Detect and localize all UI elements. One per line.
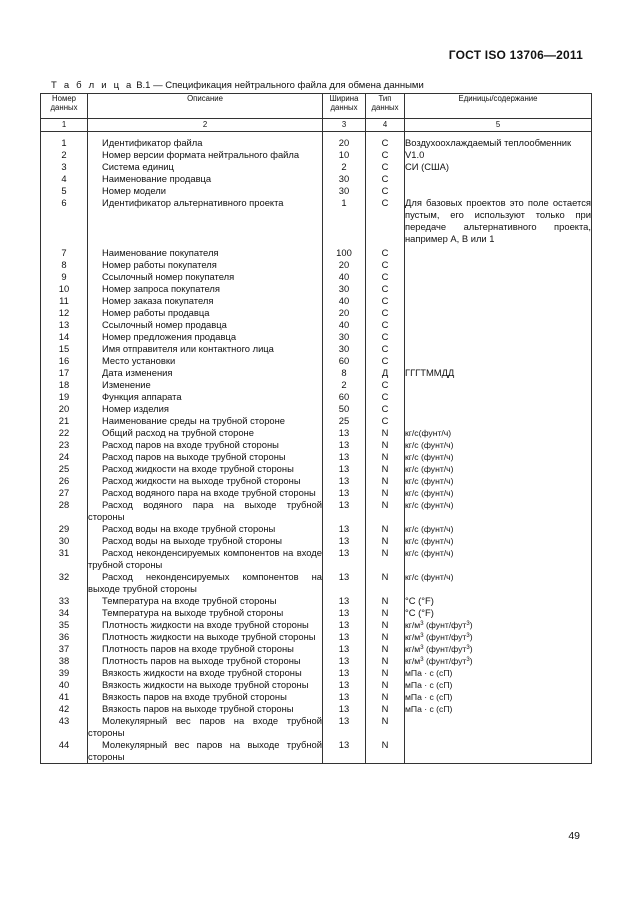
row-number: 9 bbox=[41, 271, 88, 283]
row-units bbox=[405, 391, 592, 403]
row-type: N bbox=[366, 535, 405, 547]
row-number: 42 bbox=[41, 703, 88, 715]
row-description: Номер изделия bbox=[88, 403, 323, 415]
row-description: Расход неконденсируемых компонентов на выходе трубной стороны bbox=[88, 571, 322, 594]
row-description: Общий расход на трубной стороне bbox=[88, 427, 323, 439]
row-number: 25 bbox=[41, 463, 88, 475]
caption-text: — Спецификация нейтрального файла для обмена данными bbox=[153, 80, 424, 91]
col-number: 5 bbox=[405, 119, 592, 132]
row-units: °C (°F) bbox=[405, 595, 592, 607]
row-units: мПа · с (сП) bbox=[405, 679, 592, 691]
table-row bbox=[41, 487, 592, 499]
row-type: N bbox=[366, 607, 405, 619]
row-description: Расход жидкости на выходе трубной стороны bbox=[88, 475, 323, 487]
row-description: Ссылочный номер покупателя bbox=[88, 271, 323, 283]
row-number: 17 bbox=[41, 367, 88, 379]
row-number: 37 bbox=[41, 643, 88, 655]
row-description: Номер работы покупателя bbox=[88, 259, 323, 271]
row-type: C bbox=[366, 245, 405, 259]
table-row bbox=[41, 367, 592, 379]
table-row bbox=[41, 355, 592, 367]
row-units: $кг/м^3$ (фунт/фут$^3$) bbox=[405, 655, 592, 667]
row-description: Наименование продавца bbox=[88, 173, 323, 185]
row-width: 13 bbox=[323, 739, 366, 764]
row-number: 39 bbox=[41, 667, 88, 679]
table-row bbox=[41, 161, 592, 173]
row-units: ГГГТММДД bbox=[405, 367, 592, 379]
row-width: 13 bbox=[323, 607, 366, 619]
row-number: 27 bbox=[41, 487, 88, 499]
row-type: C bbox=[366, 319, 405, 331]
row-width: 60 bbox=[323, 355, 366, 367]
row-units: кг/с (фунт/ч) bbox=[405, 571, 592, 595]
row-description: Температура на входе трубной стороны bbox=[88, 595, 323, 607]
row-units: V1.0 bbox=[405, 149, 592, 161]
row-width: 13 bbox=[323, 523, 366, 535]
col-header-width: Ширина данных bbox=[323, 94, 366, 119]
row-width: 50 bbox=[323, 403, 366, 415]
row-units: мПа · с (сП) bbox=[405, 703, 592, 715]
row-width: 13 bbox=[323, 655, 366, 667]
table-row bbox=[41, 463, 592, 475]
row-type: C bbox=[366, 173, 405, 185]
row-description: Место установки bbox=[88, 355, 323, 367]
col-header-units: Единицы/содержание bbox=[405, 94, 592, 119]
row-type: N bbox=[366, 631, 405, 643]
row-width: 13 bbox=[323, 475, 366, 487]
row-type: N bbox=[366, 571, 405, 595]
row-number: 5 bbox=[41, 185, 88, 197]
row-width: 13 bbox=[323, 499, 366, 523]
row-description: Наименование покупателя bbox=[88, 245, 323, 259]
row-width: 30 bbox=[323, 283, 366, 295]
row-description: Изменение bbox=[88, 379, 323, 391]
row-description: Номер модели bbox=[88, 185, 323, 197]
row-type: N bbox=[366, 715, 405, 739]
row-number: 4 bbox=[41, 173, 88, 185]
row-description: Идентификатор файла bbox=[88, 132, 323, 150]
table-row bbox=[41, 415, 592, 427]
row-description: Плотность паров на входе трубной стороны bbox=[88, 643, 323, 655]
col-header-desc: Описание bbox=[88, 94, 323, 119]
row-units bbox=[405, 739, 592, 764]
caption-prefix: Т а б л и ц а bbox=[51, 80, 134, 91]
row-type: N bbox=[366, 463, 405, 475]
row-description: Расход воды на входе трубной стороны bbox=[88, 523, 323, 535]
table-row bbox=[41, 149, 592, 161]
row-number: 21 bbox=[41, 415, 88, 427]
row-width: 40 bbox=[323, 319, 366, 331]
row-width: 40 bbox=[323, 295, 366, 307]
row-units bbox=[405, 319, 592, 331]
row-type: N bbox=[366, 547, 405, 571]
table-caption bbox=[51, 80, 424, 91]
row-width: 25 bbox=[323, 415, 366, 427]
row-units: $кг/м^3$ (фунт/фут$^3$) bbox=[405, 643, 592, 655]
table-row bbox=[41, 185, 592, 197]
row-type: N bbox=[366, 619, 405, 631]
table-row bbox=[41, 283, 592, 295]
table-row bbox=[41, 715, 592, 739]
row-units bbox=[405, 403, 592, 415]
table-row bbox=[41, 607, 592, 619]
row-units bbox=[405, 307, 592, 319]
row-type: C bbox=[366, 391, 405, 403]
table-row bbox=[41, 379, 592, 391]
row-width: 13 bbox=[323, 547, 366, 571]
row-type: C bbox=[366, 415, 405, 427]
table-row bbox=[41, 319, 592, 331]
page-number: 49 bbox=[568, 830, 580, 842]
row-units bbox=[405, 355, 592, 367]
row-width: 13 bbox=[323, 463, 366, 475]
row-type: N bbox=[366, 427, 405, 439]
row-units bbox=[405, 343, 592, 355]
row-description: Расход жидкости на входе трубной стороны bbox=[88, 463, 323, 475]
row-number: 24 bbox=[41, 451, 88, 463]
row-type: N bbox=[366, 655, 405, 667]
column-number-row bbox=[41, 119, 592, 132]
row-units bbox=[405, 173, 592, 185]
row-description: Расход водяного пара на входе трубной стороны bbox=[88, 487, 323, 499]
row-width: 13 bbox=[323, 439, 366, 451]
table-row bbox=[41, 451, 592, 463]
row-type: C bbox=[366, 161, 405, 173]
row-width: 13 bbox=[323, 691, 366, 703]
row-width: 20 bbox=[323, 307, 366, 319]
row-type: C bbox=[366, 197, 405, 245]
row-units: кг/с(фунт/ч) bbox=[405, 427, 592, 439]
table-row bbox=[41, 499, 592, 523]
table-row bbox=[41, 691, 592, 703]
row-description: Идентификатор альтернативного проекта bbox=[88, 197, 323, 245]
table-row bbox=[41, 739, 592, 764]
col-number: 3 bbox=[323, 119, 366, 132]
row-width: 2 bbox=[323, 161, 366, 173]
row-description: Функция аппарата bbox=[88, 391, 323, 403]
caption-number: В.1 bbox=[136, 80, 151, 91]
header-row bbox=[41, 94, 592, 119]
row-width: 30 bbox=[323, 173, 366, 185]
col-header-type: Тип данных bbox=[366, 94, 405, 119]
row-description: Система единиц bbox=[88, 161, 323, 173]
row-units bbox=[405, 185, 592, 197]
row-description: Вязкость жидкости на входе трубной стороны bbox=[88, 667, 323, 679]
row-type: C bbox=[366, 259, 405, 271]
row-width: 60 bbox=[323, 391, 366, 403]
row-type: N bbox=[366, 487, 405, 499]
row-units bbox=[405, 259, 592, 271]
row-width: 13 bbox=[323, 631, 366, 643]
table-row bbox=[41, 173, 592, 185]
row-units: кг/с (фунт/ч) bbox=[405, 499, 592, 523]
row-width: 13 bbox=[323, 595, 366, 607]
row-units bbox=[405, 331, 592, 343]
row-width: 13 bbox=[323, 667, 366, 679]
table-row bbox=[41, 703, 592, 715]
row-units bbox=[405, 379, 592, 391]
row-number: 32 bbox=[41, 571, 88, 595]
row-number: 12 bbox=[41, 307, 88, 319]
row-description: Расход паров на входе трубной стороны bbox=[88, 439, 323, 451]
row-description: Номер версии формата нейтрального файла bbox=[88, 149, 323, 161]
row-description: Плотность жидкости на выходе трубной стороны bbox=[88, 631, 323, 643]
row-width: 13 bbox=[323, 715, 366, 739]
col-number: 4 bbox=[366, 119, 405, 132]
row-number: 7 bbox=[41, 245, 88, 259]
row-number: 11 bbox=[41, 295, 88, 307]
row-number: 23 bbox=[41, 439, 88, 451]
row-type: Д bbox=[366, 367, 405, 379]
row-number: 20 bbox=[41, 403, 88, 415]
row-number: 13 bbox=[41, 319, 88, 331]
row-number: 16 bbox=[41, 355, 88, 367]
row-type: C bbox=[366, 403, 405, 415]
table-row bbox=[41, 547, 592, 571]
row-type: N bbox=[366, 439, 405, 451]
row-units bbox=[405, 295, 592, 307]
row-description: Номер запроса покупателя bbox=[88, 283, 323, 295]
row-units: мПа · с (сП) bbox=[405, 667, 592, 679]
row-description: Расход водяного пара на выходе трубной стороны bbox=[88, 499, 322, 522]
table-row bbox=[41, 197, 592, 245]
row-type: C bbox=[366, 355, 405, 367]
row-number: 14 bbox=[41, 331, 88, 343]
row-number: 31 bbox=[41, 547, 88, 571]
row-units: кг/с (фунт/ч) bbox=[405, 451, 592, 463]
row-type: C bbox=[366, 379, 405, 391]
row-width: 13 bbox=[323, 643, 366, 655]
row-units: °C (°F) bbox=[405, 607, 592, 619]
row-description: Расход воды на выходе трубной стороны bbox=[88, 535, 323, 547]
col-header-num: Номер данных bbox=[41, 94, 88, 119]
row-width: 13 bbox=[323, 427, 366, 439]
row-width: 30 bbox=[323, 185, 366, 197]
row-number: 22 bbox=[41, 427, 88, 439]
row-type: N bbox=[366, 703, 405, 715]
row-number: 2 bbox=[41, 149, 88, 161]
row-description: Расход паров на выходе трубной стороны bbox=[88, 451, 323, 463]
table-row bbox=[41, 631, 592, 643]
row-number: 8 bbox=[41, 259, 88, 271]
table-row bbox=[41, 655, 592, 667]
row-type: N bbox=[366, 451, 405, 463]
col-number: 1 bbox=[41, 119, 88, 132]
row-description: Молекулярный вес паров на входе трубной стороны bbox=[88, 715, 322, 738]
table-row bbox=[41, 403, 592, 415]
row-width: 13 bbox=[323, 451, 366, 463]
row-number: 3 bbox=[41, 161, 88, 173]
row-type: C bbox=[366, 185, 405, 197]
row-units: Для базовых проектов это поле остается пустым, его используют только при передаче альтернативного проекта, например А, В или 1 bbox=[405, 197, 591, 244]
table-row bbox=[41, 643, 592, 655]
row-units bbox=[405, 283, 592, 295]
row-type: C bbox=[366, 271, 405, 283]
row-description: Температура на выходе трубной стороны bbox=[88, 607, 323, 619]
row-number: 34 bbox=[41, 607, 88, 619]
row-number: 28 bbox=[41, 499, 88, 523]
row-number: 10 bbox=[41, 283, 88, 295]
table-row bbox=[41, 391, 592, 403]
row-units: кг/с (фунт/ч) bbox=[405, 475, 592, 487]
row-number: 44 bbox=[41, 739, 88, 764]
row-type: N bbox=[366, 523, 405, 535]
row-width: 20 bbox=[323, 132, 366, 150]
row-width: 2 bbox=[323, 379, 366, 391]
row-type: C bbox=[366, 149, 405, 161]
row-description: Вязкость жидкости на выходе трубной стороны bbox=[88, 679, 323, 691]
row-width: 13 bbox=[323, 487, 366, 499]
row-width: 13 bbox=[323, 619, 366, 631]
table-row bbox=[41, 259, 592, 271]
table-row bbox=[41, 667, 592, 679]
row-type: C bbox=[366, 132, 405, 150]
row-number: 15 bbox=[41, 343, 88, 355]
row-units: $кг/м^3$ (фунт/фут$^3$) bbox=[405, 619, 592, 631]
row-description: Номер заказа покупателя bbox=[88, 295, 323, 307]
table-row bbox=[41, 343, 592, 355]
row-number: 35 bbox=[41, 619, 88, 631]
row-units: кг/с (фунт/ч) bbox=[405, 487, 592, 499]
row-type: N bbox=[366, 499, 405, 523]
row-width: 1 bbox=[323, 197, 366, 245]
row-type: N bbox=[366, 643, 405, 655]
row-units bbox=[405, 415, 592, 427]
row-units: кг/с (фунт/ч) bbox=[405, 535, 592, 547]
col-number: 2 bbox=[88, 119, 323, 132]
row-units: $кг/м^3$ (фунт/фут$^3$) bbox=[405, 631, 592, 643]
row-width: 10 bbox=[323, 149, 366, 161]
row-type: C bbox=[366, 295, 405, 307]
row-description: Молекулярный вес паров на выходе трубной стороны bbox=[88, 739, 322, 762]
row-width: 30 bbox=[323, 343, 366, 355]
table-row bbox=[41, 619, 592, 631]
row-description: Вязкость паров на выходе трубной стороны bbox=[88, 703, 323, 715]
standard-header: ГОСТ ISO 13706—2011 bbox=[448, 48, 583, 62]
row-description: Дата изменения bbox=[88, 367, 323, 379]
row-width: 13 bbox=[323, 679, 366, 691]
row-type: N bbox=[366, 679, 405, 691]
row-type: C bbox=[366, 307, 405, 319]
row-units: кг/с (фунт/ч) bbox=[405, 463, 592, 475]
row-number: 30 bbox=[41, 535, 88, 547]
spec-table bbox=[40, 93, 592, 764]
row-width: 20 bbox=[323, 259, 366, 271]
row-description: Наименование среды на трубной стороне bbox=[88, 415, 323, 427]
table-row bbox=[41, 245, 592, 259]
row-units: кг/с (фунт/ч) bbox=[405, 439, 592, 451]
row-number: 26 bbox=[41, 475, 88, 487]
row-description: Имя отправителя или контактного лица bbox=[88, 343, 323, 355]
row-units: кг/с (фунт/ч) bbox=[405, 547, 592, 571]
table-row bbox=[41, 475, 592, 487]
row-width: 40 bbox=[323, 271, 366, 283]
row-number: 19 bbox=[41, 391, 88, 403]
table-row bbox=[41, 523, 592, 535]
row-number: 38 bbox=[41, 655, 88, 667]
row-units bbox=[405, 715, 592, 739]
row-units bbox=[405, 245, 592, 259]
row-number: 40 bbox=[41, 679, 88, 691]
row-width: 100 bbox=[323, 245, 366, 259]
row-units: кг/с (фунт/ч) bbox=[405, 523, 592, 535]
row-number: 43 bbox=[41, 715, 88, 739]
row-number: 18 bbox=[41, 379, 88, 391]
row-description: Расход неконденсируемых компонентов на входе трубной стороны bbox=[88, 547, 322, 570]
row-units bbox=[405, 271, 592, 283]
row-type: N bbox=[366, 475, 405, 487]
table-row bbox=[41, 571, 592, 595]
row-width: 13 bbox=[323, 535, 366, 547]
row-units: СИ (США) bbox=[405, 161, 592, 173]
table-row bbox=[41, 307, 592, 319]
row-type: N bbox=[366, 595, 405, 607]
table-row bbox=[41, 535, 592, 547]
row-description: Плотность жидкости на входе трубной стороны bbox=[88, 619, 323, 631]
table-row bbox=[41, 132, 592, 150]
table-row bbox=[41, 271, 592, 283]
row-description: Номер работы продавца bbox=[88, 307, 323, 319]
row-number: 36 bbox=[41, 631, 88, 643]
row-units: Воздухоохлаждаемый теплообменник bbox=[405, 132, 592, 150]
row-type: N bbox=[366, 667, 405, 679]
row-number: 29 bbox=[41, 523, 88, 535]
row-type: C bbox=[366, 331, 405, 343]
row-type: N bbox=[366, 739, 405, 764]
table-row bbox=[41, 427, 592, 439]
row-type: N bbox=[366, 691, 405, 703]
row-type: C bbox=[366, 283, 405, 295]
row-number: 1 bbox=[41, 132, 88, 150]
row-number: 33 bbox=[41, 595, 88, 607]
table-row bbox=[41, 331, 592, 343]
table-row bbox=[41, 439, 592, 451]
row-description: Вязкость паров на входе трубной стороны bbox=[88, 691, 323, 703]
row-number: 6 bbox=[41, 197, 88, 245]
table-body bbox=[41, 132, 592, 764]
row-width: 8 bbox=[323, 367, 366, 379]
row-width: 13 bbox=[323, 703, 366, 715]
row-units: мПа · с (сП) bbox=[405, 691, 592, 703]
table-row bbox=[41, 595, 592, 607]
table-header bbox=[41, 94, 592, 132]
row-number: 41 bbox=[41, 691, 88, 703]
row-description: Плотность паров на выходе трубной стороны bbox=[88, 655, 323, 667]
row-width: 30 bbox=[323, 331, 366, 343]
row-description: Номер предложения продавца bbox=[88, 331, 323, 343]
table-row bbox=[41, 295, 592, 307]
row-width: 13 bbox=[323, 571, 366, 595]
row-type: C bbox=[366, 343, 405, 355]
table-row bbox=[41, 679, 592, 691]
row-description: Ссылочный номер продавца bbox=[88, 319, 323, 331]
